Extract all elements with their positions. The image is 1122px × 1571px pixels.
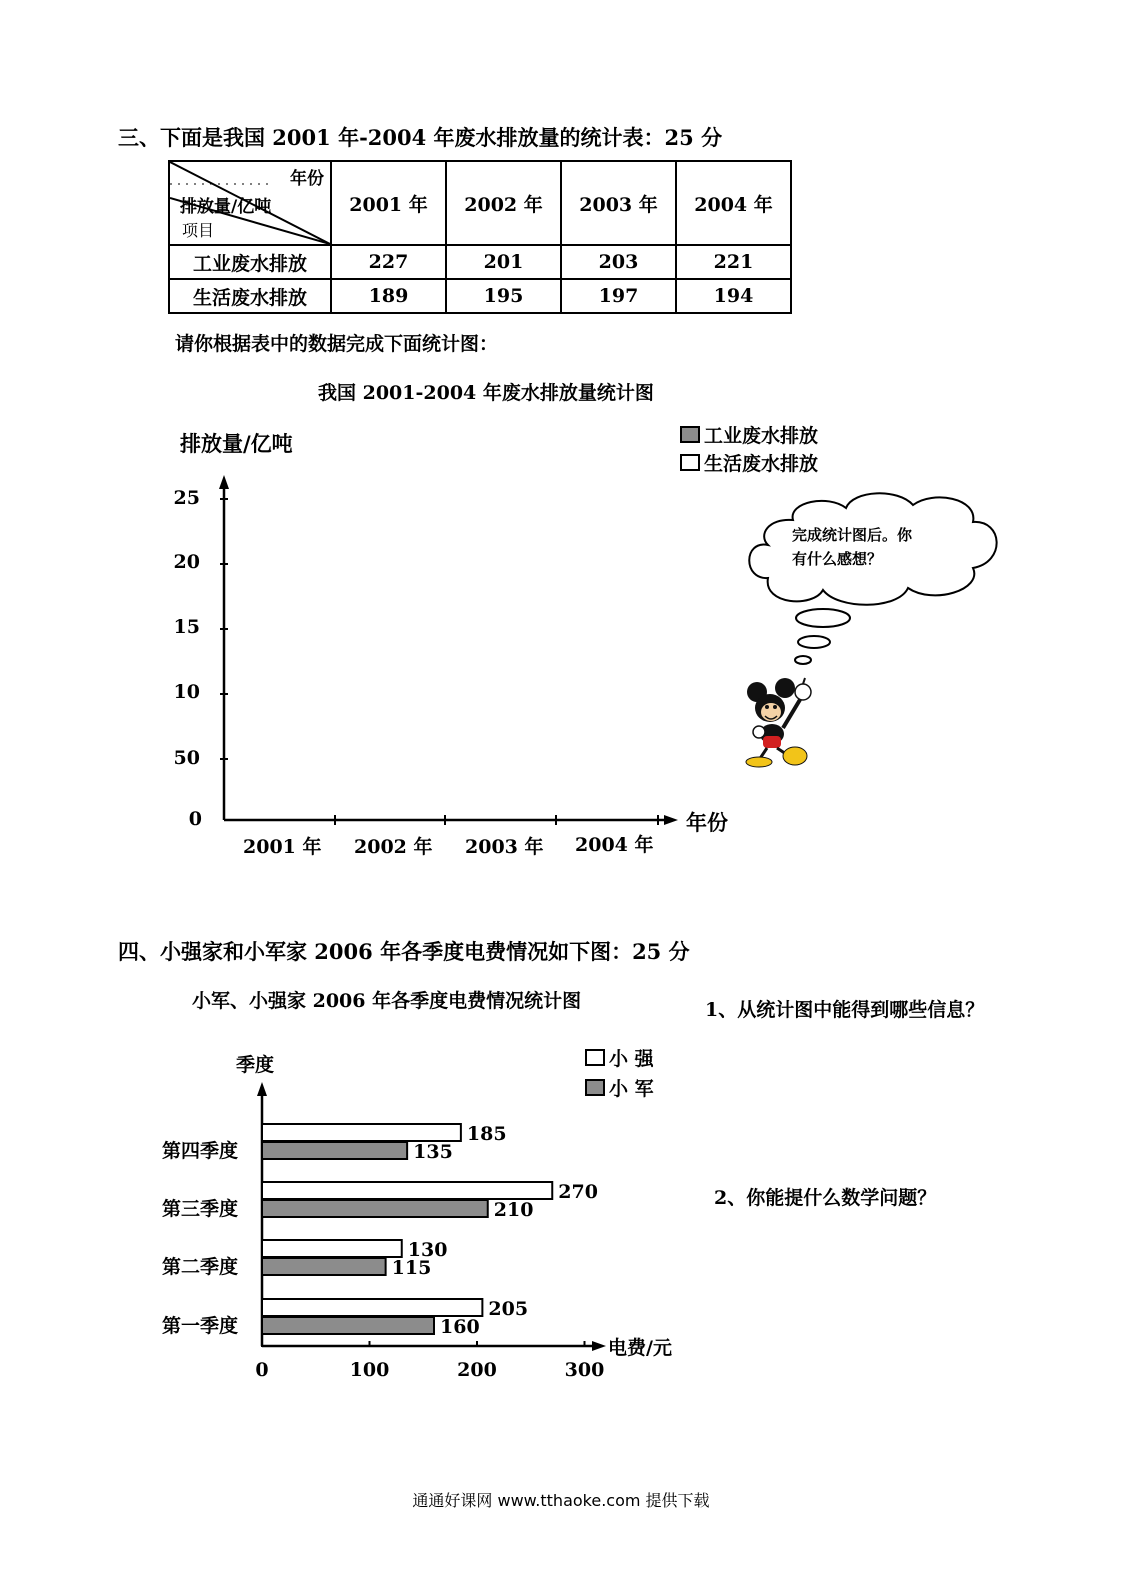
chart2-y-axis-label: 季度 bbox=[236, 1054, 275, 1076]
chart1-title: 我国 2001-2004 年废水排放量统计图 bbox=[318, 382, 654, 404]
bar bbox=[262, 1124, 461, 1141]
legend-xiaoqiang bbox=[585, 1044, 654, 1071]
legend-label: 小 强 bbox=[609, 1048, 654, 1070]
corner-label-year: 年份 bbox=[290, 169, 324, 189]
category-label: 第三季度 bbox=[162, 1198, 239, 1220]
electricity-bar-chart bbox=[150, 1080, 610, 1385]
legend-domestic bbox=[680, 449, 818, 476]
chart1-y-axis-label: 排放量/亿吨 bbox=[180, 431, 293, 456]
x-tick-label: 0 bbox=[255, 1359, 269, 1381]
data-label: 205 bbox=[488, 1298, 529, 1320]
table-cell: 197 bbox=[561, 279, 676, 313]
data-label: 130 bbox=[407, 1239, 448, 1261]
legend-swatch-white bbox=[680, 454, 700, 471]
chart2-x-axis-label: 电费/元 bbox=[608, 1337, 672, 1359]
corner-label-item: 项目 bbox=[182, 221, 215, 240]
chart1-y-tick: 10 bbox=[173, 681, 200, 703]
legend-label: 生活废水排放 bbox=[704, 453, 819, 475]
table-header-year: 2003 年 bbox=[561, 161, 676, 245]
chart1-axes bbox=[200, 475, 690, 845]
table-cell: 227 bbox=[331, 245, 446, 279]
legend-swatch-white bbox=[585, 1049, 605, 1066]
table-cell: 189 bbox=[331, 279, 446, 313]
category-label: 第四季度 bbox=[162, 1140, 239, 1162]
row-label: 生活废水排放 bbox=[169, 279, 331, 313]
chart1-y-tick: 25 bbox=[173, 487, 200, 509]
x-axis-arrow bbox=[592, 1341, 606, 1351]
bar bbox=[262, 1317, 434, 1334]
legend-label: 工业废水排放 bbox=[704, 425, 819, 447]
chart1-x-category: 2003 年 bbox=[465, 836, 544, 858]
chart1-y-tick: 0 bbox=[188, 808, 202, 830]
question-1: 1、从统计图中能得到哪些信息？ bbox=[705, 999, 985, 1021]
chart1-y-tick: 50 bbox=[173, 747, 200, 769]
data-label: 115 bbox=[391, 1257, 432, 1279]
x-tick-label: 200 bbox=[457, 1359, 497, 1381]
data-label: 135 bbox=[413, 1141, 453, 1163]
row-label: 工业废水排放 bbox=[169, 245, 331, 279]
section3-heading: 三、下面是我国 2001 年-2004 年废水排放量的统计表：25 分 bbox=[118, 125, 723, 150]
chart1-x-category: 2001 年 bbox=[243, 836, 322, 858]
category-label: 第一季度 bbox=[162, 1315, 239, 1337]
table-corner-cell bbox=[169, 161, 331, 245]
bar bbox=[262, 1240, 402, 1257]
table-cell: 221 bbox=[676, 245, 791, 279]
bar bbox=[262, 1182, 552, 1199]
section4-heading: 四、小强家和小军家 2006 年各季度电费情况如下图：25 分 bbox=[118, 939, 690, 964]
legend-swatch-gray bbox=[680, 426, 700, 443]
cloud-text-line2: 有什么感想？ bbox=[792, 550, 883, 568]
legend-label: 小 军 bbox=[609, 1078, 654, 1100]
chart1-y-tick: 20 bbox=[173, 551, 200, 573]
chart1-x-category: 2004 年 bbox=[575, 834, 654, 856]
chart1-x-category: 2002 年 bbox=[354, 836, 433, 858]
bar bbox=[262, 1299, 482, 1316]
cloud-text-line1: 完成统计图后。你 bbox=[792, 526, 913, 544]
category-label: 第二季度 bbox=[162, 1256, 239, 1278]
chart2-title: 小军、小强家 2006 年各季度电费情况统计图 bbox=[192, 990, 582, 1012]
table-header-year: 2001 年 bbox=[331, 161, 446, 245]
instruction-text: 请你根据表中的数据完成下面统计图： bbox=[175, 333, 499, 355]
thought-cloud bbox=[738, 490, 1013, 670]
cartoon-mouse-illustration bbox=[745, 676, 815, 768]
data-label: 210 bbox=[493, 1199, 534, 1221]
footer-text: 通通好课网 www.tthaoke.com 提供下载 bbox=[412, 1491, 710, 1510]
table-row bbox=[169, 279, 791, 313]
x-tick-label: 300 bbox=[564, 1359, 605, 1381]
table-row bbox=[169, 245, 791, 279]
x-tick-label: 100 bbox=[349, 1359, 390, 1381]
table-cell: 194 bbox=[676, 279, 791, 313]
bar bbox=[262, 1200, 488, 1217]
question-2: 2、你能提什么数学问题？ bbox=[714, 1187, 937, 1209]
corner-label-amount: 排放量/亿吨 bbox=[180, 197, 272, 217]
table-cell: 195 bbox=[446, 279, 561, 313]
chart1-y-tick: 15 bbox=[173, 616, 200, 638]
wastewater-table bbox=[168, 160, 792, 314]
data-label: 160 bbox=[440, 1316, 480, 1338]
legend-industrial bbox=[680, 421, 818, 448]
table-header-year: 2002 年 bbox=[446, 161, 561, 245]
table-header-year: 2004 年 bbox=[676, 161, 791, 245]
data-label: 185 bbox=[466, 1123, 507, 1145]
table-cell: 203 bbox=[561, 245, 676, 279]
bar bbox=[262, 1142, 407, 1159]
y-axis-arrow bbox=[257, 1082, 267, 1096]
table-cell: 201 bbox=[446, 245, 561, 279]
bar bbox=[262, 1258, 386, 1275]
chart1-x-axis-label: 年份 bbox=[686, 810, 728, 835]
data-label: 270 bbox=[558, 1181, 598, 1203]
